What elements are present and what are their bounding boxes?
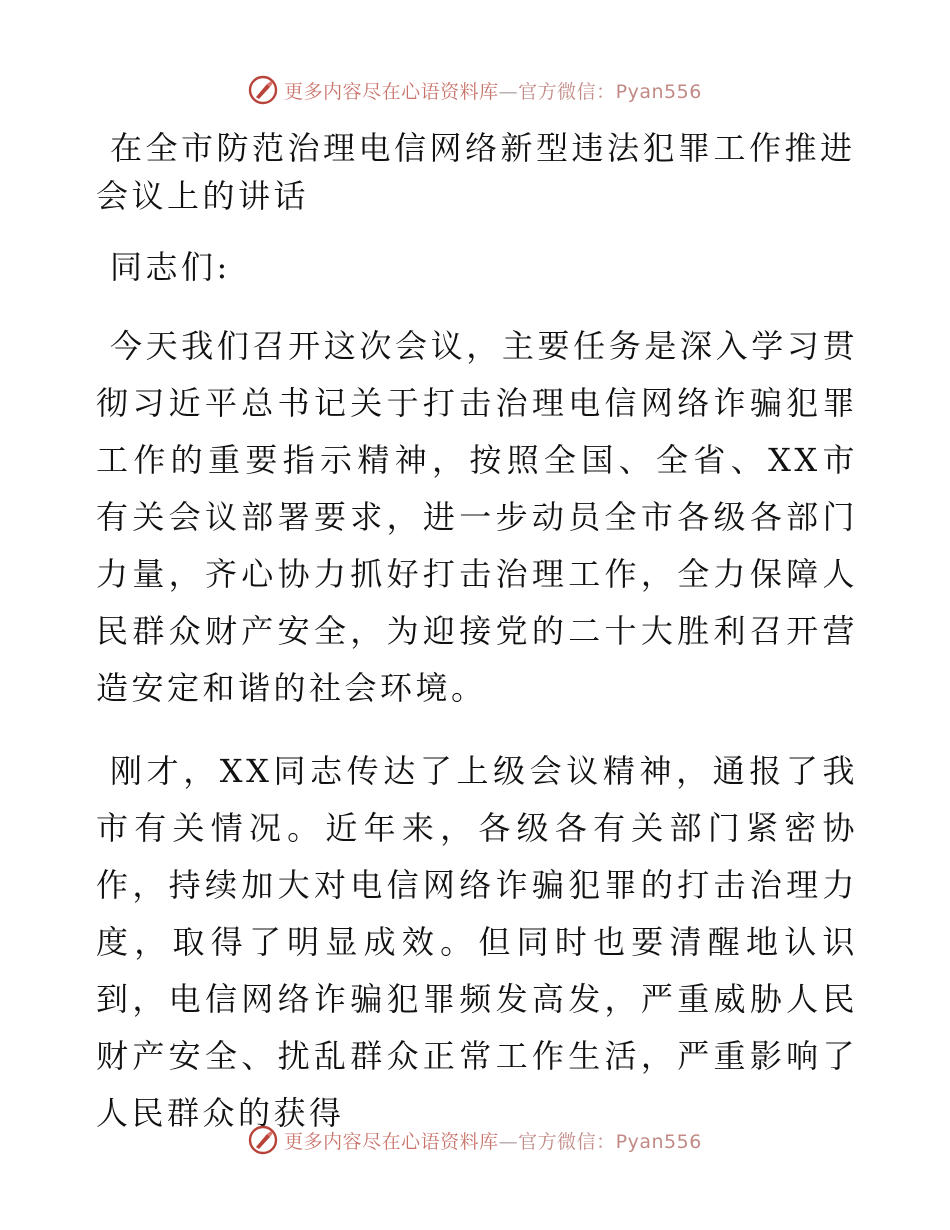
watermark-separator: — [498,80,519,103]
watermark-separator: — [498,1130,519,1153]
watermark-main-text: 更多内容尽在心语资料库 [284,1130,499,1153]
header-watermark [0,72,950,108]
watermark-wechat-text: 官方微信：Pyan556 [518,80,702,103]
document-title: 在全市防范治理电信网络新型违法犯罪工作推进会议上的讲话 [96,129,856,215]
footer-watermark [0,1122,950,1158]
pen-nib-icon [248,75,278,105]
pen-nib-icon [248,1125,278,1155]
watermark-main-text: 更多内容尽在心语资料库 [284,80,499,103]
watermark-wechat-text: 官方微信：Pyan556 [518,1130,702,1153]
greeting: 同志们: [110,248,231,286]
document-body [96,124,858,1168]
paragraph-1: 今天我们召开这次会议，主要任务是深入学习贯彻习近平总书记关于打击治理电信网络诈骗犯罪工作的重要指示精神，按照全国、全省、XX市有关会议部署要求，进一步动员全市各级各部门力量，齐心协力抓好打击治理工作，全力保障人民群众财产安全，为迎接党的二十大胜利召开营造安定和谐的社会环境。 [96,327,858,707]
paragraph-2: 刚才，XX同志传达了上级会议精神，通报了我市有关情况。近年来，各级各有关部门紧密协作，持续加大对电信网络诈骗犯罪的打击治理力度，取得了明显成效。但同时也要清醒地认识到，电信网络诈骗犯罪频发高发，严重威胁人民财产安全、扰乱群众正常工作生活，严重影响了人民群众的获得 [96,752,858,1132]
